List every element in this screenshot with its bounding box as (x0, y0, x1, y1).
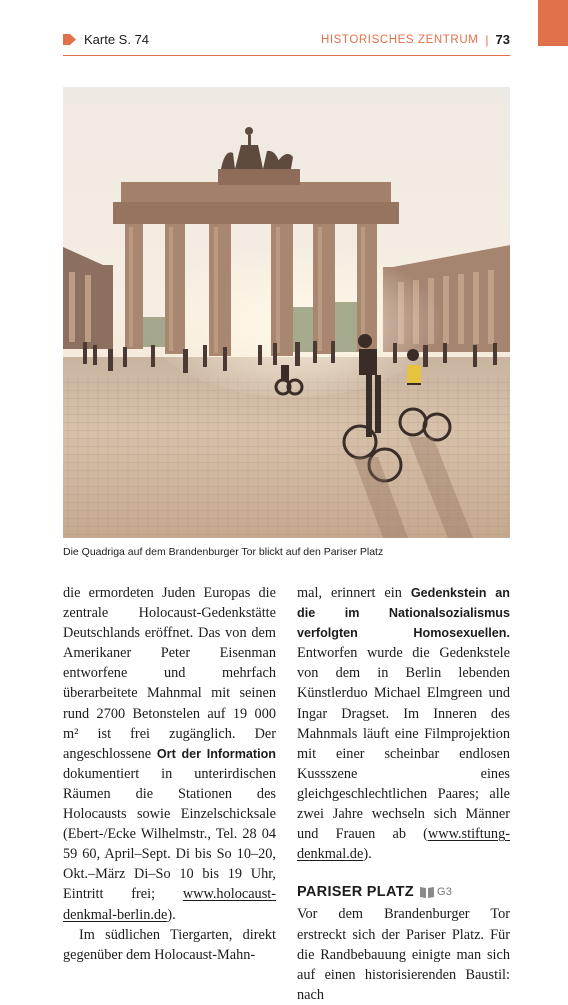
text-run: die ermordeten Juden Europas die zentrale Holocaust-Gedenkstätte Deutschlands eröffnet. Das von dem Amerikaner Peter Eisenman entworfene und mehrfach überarbeitete Mahnmal mit seinen rund 2700 Betonstelen auf 19 000 m² ist frei zugänglich. Der angeschlossene (63, 585, 276, 762)
heading-title: PARISER PLATZ (297, 884, 414, 901)
text-run: dokumentiert in unterirdischen Räumen die Stationen des Holocausts sowie Einzelschicksale (Ebert-/Ecke Wilhelmstr., Tel. 28 04 59 60, April–Sept. Di bis So 10–20, Okt.–März Di–So 10 bis 19 Uhr, Eintritt frei; (63, 765, 276, 903)
running-head (321, 32, 510, 47)
chapter-tab (538, 0, 568, 46)
map-reference[interactable] (63, 32, 149, 47)
highlight-gedenkstein: Gedenkstein an die im Nationalsozialismus verfolgten Homosexuellen. (297, 586, 510, 641)
text-run: Entworfen wurde die Gedenkstele von dem in Berlin lebenden Künstlerduo Michael Elmgreen und Ingar Dragset. Im Inneren des Mahnmals läuft eine Filmprojektion mit einer scheinbar endlosen Kussszene eines gleichgeschlechtlichen Paares; alle zwei Jahre wechseln sich Männer und Frauen ab ( (297, 645, 510, 843)
right-column (297, 583, 510, 1005)
page-header (63, 32, 510, 54)
text-run: ). (167, 906, 176, 923)
book-map-icon (420, 886, 434, 898)
left-paragraph-1 (63, 583, 276, 925)
header-rule (63, 55, 510, 56)
grid-reference: G3 (436, 886, 453, 899)
holocaust-denkmal-link[interactable]: www.holocaust-denkmal-berlin.de (63, 886, 276, 923)
right-paragraph-2: Vor dem Brandenburger Tor erstreckt sich der Pariser Platz. Für die Randbebauung einigte man sich auf einen historisierenden Baustil: nach (297, 906, 510, 1003)
map-reference-label: Karte S. 74 (84, 32, 150, 47)
text-run: mal, erinnert ein (297, 585, 411, 601)
left-paragraph-2: Im südlichen Tiergarten, direkt gegenüber dem Holocaust-Mahn- (63, 926, 276, 963)
page-number: 73 (495, 32, 510, 47)
arrow-right-icon (63, 34, 76, 45)
header-separator: | (485, 32, 489, 47)
right-paragraph-1 (297, 583, 510, 864)
brandenburg-gate-photo (63, 87, 510, 538)
section-title: HISTORISCHES ZENTRUM (320, 33, 479, 46)
section-heading (297, 882, 510, 902)
stiftung-denkmal-link[interactable]: www.stiftung-denkmal.de (297, 826, 510, 863)
photo-caption: Die Quadriga auf dem Brandenburger Tor blickt auf den Pariser Platz (63, 546, 384, 558)
highlight-ort-der-information: Ort der Information (156, 746, 276, 761)
left-column (63, 583, 276, 965)
text-run: ). (363, 846, 372, 863)
